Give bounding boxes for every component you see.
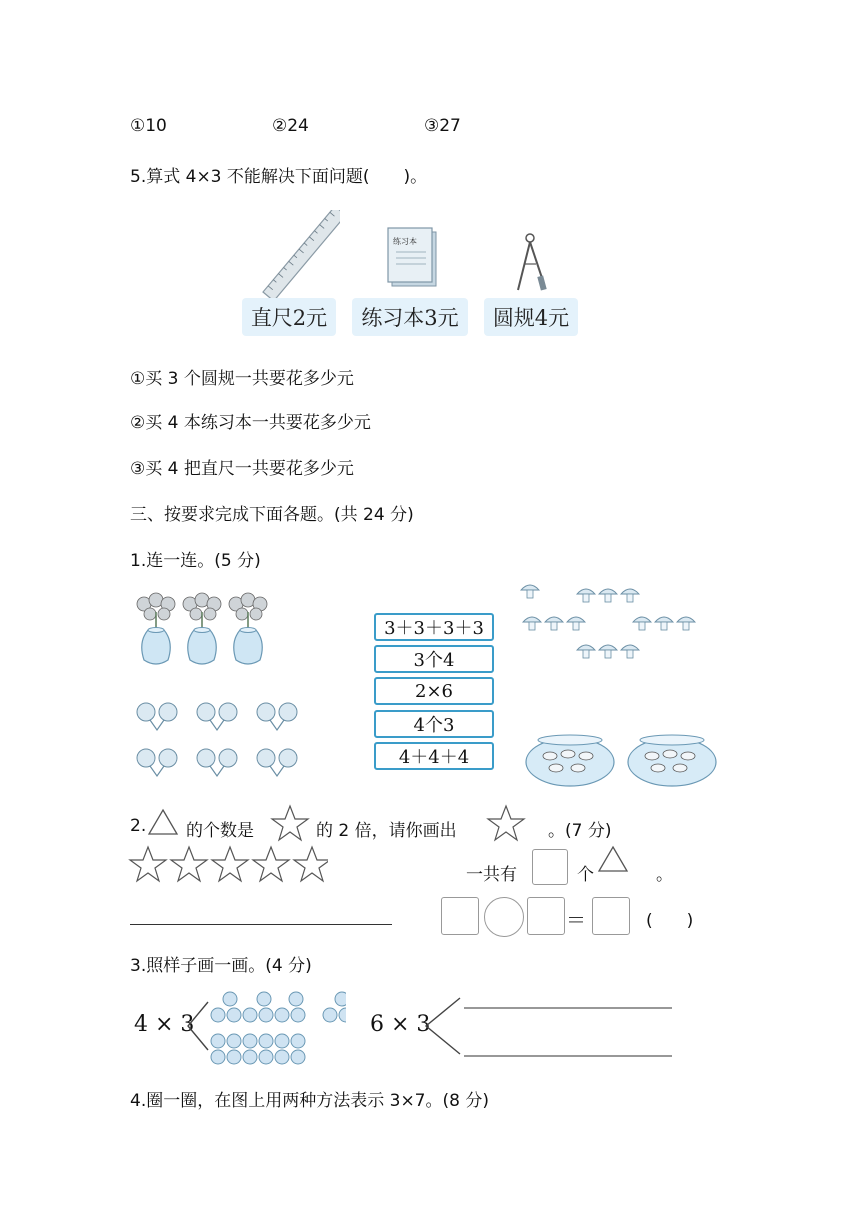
q5-option-2: ②买 4 本练习本一共要花多少元 — [130, 413, 371, 433]
expr-box-5[interactable]: 4＋4＋4 — [374, 742, 494, 770]
section-heading: 三、按要求完成下面各题。(共 24 分) — [130, 505, 414, 525]
equals-sign: ＝ — [566, 908, 586, 932]
star-icon — [486, 804, 526, 842]
equation-box-1[interactable] — [441, 897, 479, 935]
q2-text-b: 的 2 倍，请你画出 — [316, 821, 457, 841]
expr-box-1[interactable]: 3＋3＋3＋3 — [374, 613, 494, 641]
equation-result-box[interactable] — [592, 897, 630, 935]
fishbowl-image — [524, 730, 720, 788]
answer-box-count[interactable] — [532, 849, 568, 885]
triangle-icon — [147, 808, 179, 836]
ruler-icon — [255, 210, 340, 300]
drawing-answer-line[interactable] — [130, 924, 392, 925]
item-notebook-price: 练习本3元 — [352, 298, 468, 336]
option-3: ③27 — [424, 116, 461, 136]
notebook-cover-text: 练习本 — [393, 237, 417, 246]
q2-text-c: 。(7 分) — [548, 821, 612, 841]
q1-title: 1.连一连。(5 分) — [130, 551, 261, 571]
total-suffix: 。 — [656, 865, 673, 885]
q5-question: 5.算式 4×3 不能解决下面问题( )。 — [130, 167, 428, 187]
triangle-icon — [597, 845, 629, 873]
total-prefix: 一共有 — [466, 865, 517, 885]
task-answer-lines[interactable] — [424, 994, 674, 1060]
q3-title: 3.照样子画一画。(4 分) — [130, 956, 312, 976]
vase-flowers-image — [134, 592, 274, 672]
item-ruler-price: 直尺2元 — [242, 298, 336, 336]
operator-circle[interactable] — [484, 897, 524, 937]
expr-box-2[interactable]: 3个4 — [374, 645, 494, 673]
q2-number: 2. — [130, 816, 147, 836]
q5-option-3: ③买 4 把直尺一共要花多少元 — [130, 459, 354, 479]
expr-box-3[interactable]: 2×6 — [374, 677, 494, 705]
star-icon — [270, 804, 310, 842]
example-circles-image — [186, 990, 346, 1070]
expr-box-4[interactable]: 4个3 — [374, 710, 494, 738]
total-mid: 个 — [577, 865, 594, 885]
unit-paren: ( ) — [646, 911, 694, 931]
item-compass-price: 圆规4元 — [484, 298, 578, 336]
mushroom-image — [520, 580, 710, 668]
q5-option-1: ①买 3 个圆规一共要花多少元 — [130, 369, 354, 389]
q4-title: 4.圈一圈，在图上用两种方法表示 3×7。(8 分) — [130, 1091, 489, 1111]
equation-box-2[interactable] — [527, 897, 565, 935]
star-row-image — [128, 845, 328, 883]
compass-icon — [508, 230, 554, 296]
candy-image — [136, 700, 316, 784]
option-2: ②24 — [272, 116, 309, 136]
example-expression: 4 × 3 — [134, 1012, 195, 1037]
task-expression: 6 × 3 — [370, 1012, 431, 1037]
q2-text-a: 的个数是 — [186, 821, 254, 841]
option-1: ①10 — [130, 116, 167, 136]
